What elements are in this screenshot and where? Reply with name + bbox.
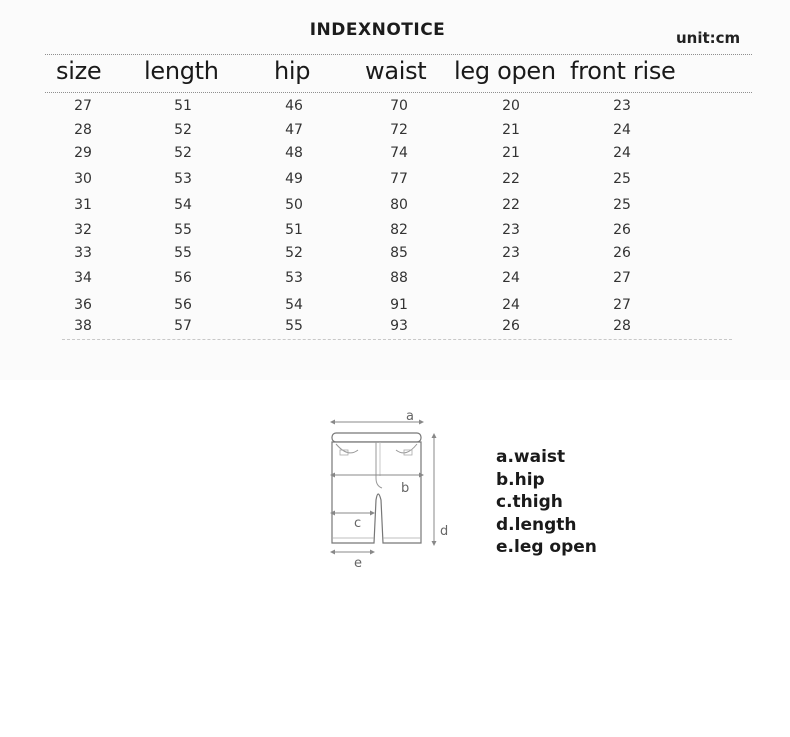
cell-length: 52 — [174, 122, 192, 138]
table-bottom-rule — [62, 339, 732, 340]
cell-length: 54 — [174, 197, 192, 213]
header-top-rule — [45, 54, 752, 55]
cell-leg-open: 21 — [502, 122, 520, 138]
cell-size: 33 — [74, 245, 92, 261]
col-header-leg-open: leg open — [454, 57, 556, 85]
cell-front-rise: 26 — [613, 245, 631, 261]
col-header-front-rise: front rise — [570, 57, 676, 85]
cell-front-rise: 23 — [613, 98, 631, 114]
unit-label: unit:cm — [676, 29, 741, 47]
cell-size: 34 — [74, 270, 92, 286]
cell-hip: 46 — [285, 98, 303, 114]
label-c: c — [354, 516, 362, 531]
cell-waist: 82 — [390, 222, 408, 238]
cell-length: 56 — [174, 270, 192, 286]
cell-size: 28 — [74, 122, 92, 138]
cell-size: 36 — [74, 297, 92, 313]
shorts-diagram — [318, 400, 468, 575]
cell-hip: 53 — [285, 270, 303, 286]
label-e: e — [354, 556, 362, 571]
cell-waist: 74 — [390, 145, 408, 161]
legend-length: d.length — [496, 514, 577, 535]
cell-size: 32 — [74, 222, 92, 238]
legend-thigh: c.thigh — [496, 492, 563, 512]
cell-hip: 52 — [285, 245, 303, 261]
cell-length: 55 — [174, 222, 192, 238]
legend-hip: b.hip — [496, 469, 545, 490]
cell-front-rise: 25 — [613, 171, 631, 187]
cell-hip: 47 — [285, 122, 303, 138]
cell-leg-open: 24 — [502, 270, 520, 286]
header-bottom-rule — [45, 92, 752, 93]
cell-front-rise: 25 — [613, 197, 631, 213]
cell-waist: 72 — [390, 122, 408, 138]
measurement-legend — [496, 446, 597, 559]
cell-length: 51 — [174, 98, 192, 114]
col-header-size: size — [56, 57, 102, 85]
cell-front-rise: 26 — [613, 222, 631, 238]
cell-leg-open: 22 — [502, 171, 520, 187]
cell-waist: 80 — [390, 197, 408, 213]
cell-leg-open: 23 — [502, 222, 520, 238]
cell-front-rise: 28 — [613, 318, 631, 334]
cell-leg-open: 22 — [502, 197, 520, 213]
cell-waist: 88 — [390, 270, 408, 286]
cell-size: 27 — [74, 98, 92, 114]
cell-front-rise: 24 — [613, 122, 631, 138]
cell-size: 29 — [74, 145, 92, 161]
cell-waist: 70 — [390, 98, 408, 114]
cell-waist: 77 — [390, 171, 408, 187]
col-header-length: length — [144, 57, 219, 85]
col-header-hip: hip — [274, 57, 311, 85]
cell-hip: 48 — [285, 145, 303, 161]
cell-leg-open: 26 — [502, 318, 520, 334]
cell-hip: 49 — [285, 171, 303, 187]
cell-front-rise: 24 — [613, 145, 631, 161]
cell-waist: 93 — [390, 318, 408, 334]
cell-length: 57 — [174, 318, 192, 334]
cell-size: 31 — [74, 197, 92, 213]
cell-hip: 51 — [285, 222, 303, 238]
cell-hip: 54 — [285, 297, 303, 313]
cell-leg-open: 21 — [502, 145, 520, 161]
label-a: a — [406, 409, 414, 424]
cell-size: 30 — [74, 171, 92, 187]
cell-size: 38 — [74, 318, 92, 334]
cell-length: 53 — [174, 171, 192, 187]
col-header-waist: waist — [365, 57, 427, 85]
cell-leg-open: 23 — [502, 245, 520, 261]
cell-hip: 55 — [285, 318, 303, 334]
chart-title: INDEXNOTICE — [309, 20, 446, 40]
cell-front-rise: 27 — [613, 297, 631, 313]
label-d: d — [440, 524, 449, 539]
label-b: b — [401, 481, 410, 496]
cell-leg-open: 24 — [502, 297, 520, 313]
legend-waist: a.waist — [496, 447, 566, 467]
cell-hip: 50 — [285, 197, 303, 213]
cell-length: 52 — [174, 145, 192, 161]
cell-waist: 91 — [390, 297, 408, 313]
cell-length: 55 — [174, 245, 192, 261]
cell-waist: 85 — [390, 245, 408, 261]
legend-leg-open: e.leg open — [496, 537, 597, 557]
cell-leg-open: 20 — [502, 98, 520, 114]
cell-front-rise: 27 — [613, 270, 631, 286]
cell-length: 56 — [174, 297, 192, 313]
